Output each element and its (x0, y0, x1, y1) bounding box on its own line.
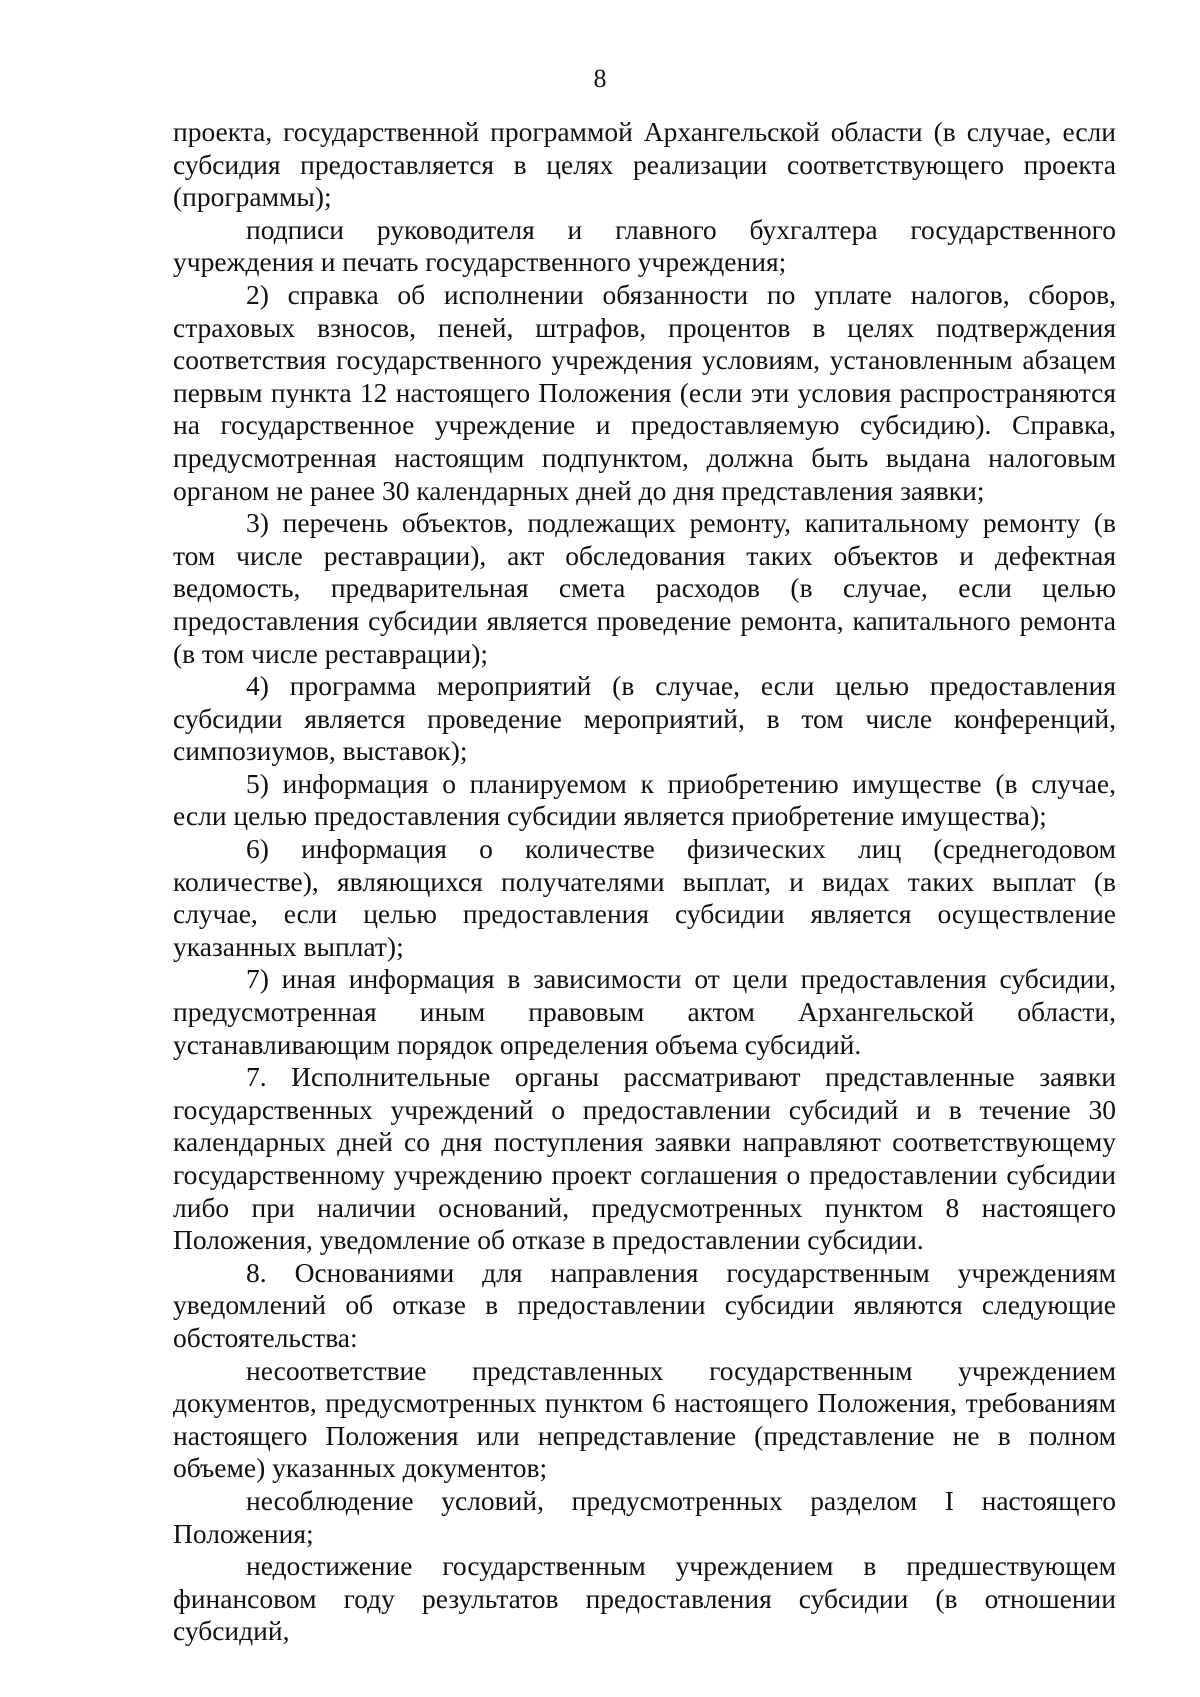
paragraph: несоответствие представленных государственным учреждением документов, предусмотренных пунктом 6 настоящего Положения, требованиям настоящего Положения или непредставление (представление не в полном объеме) указанных документов; (173, 1354, 1116, 1484)
paragraph: несоблюдение условий, предусмотренных разделом I настоящего Положения; (173, 1484, 1116, 1549)
paragraph: 7) иная информация в зависимости от цели предоставления субсидии, предусмотренная иным правовым актом Архангельской области, устанавливающим порядок определения объема субсидий. (173, 963, 1116, 1060)
paragraph: проекта, государственной программой Архангельской области (в случае, если субсидия предоставляется в целях реализации соответствующего проекта (программы); (173, 116, 1116, 213)
paragraph: 5) информация о планируемом к приобретению имуществе (в случае, если целью предоставления субсидии является приобретение имущества); (173, 767, 1116, 832)
paragraph: 7. Исполнительные органы рассматривают представленные заявки государственных учреждений о предоставлении субсидий и в течение 30 календарных дней со дня поступления заявки направляют соответствующему государственному учреждению проект соглашения о предоставлении субсидии либо при наличии оснований, предусмотренных пунктом 8 настоящего Положения, уведомление об отказе в предоставлении субсидии. (173, 1061, 1116, 1256)
paragraph: недостижение государственным учреждением в предшествующем финансовом году результатов предоставления субсидии (в отношении субсидий, (173, 1550, 1116, 1647)
paragraph: подписи руководителя и главного бухгалтера государственного учреждения и печать государственного учреждения; (173, 213, 1116, 278)
paragraph: 3) перечень объектов, подлежащих ремонту, капитальному ремонту (в том числе реставрации), акт обследования таких объектов и дефектная ведомость, предварительная смета расходов (в случае, если целью предоставления субсидии является проведение ремонта, капитального ремонта (в том числе реставрации); (173, 507, 1116, 669)
paragraph: 6) информация о количестве физических лиц (среднегодовом количестве), являющихся получателями выплат, и видах таких выплат (в случае, если целью предоставления субсидии является осуществление указанных выплат); (173, 833, 1116, 962)
paragraph: 4) программа мероприятий (в случае, если целью предоставления субсидии является проведение мероприятий, в том числе конференций, симпозиумов, выставок); (173, 670, 1116, 767)
page-number: 8 (593, 64, 607, 93)
paragraph: 2) справка об исполнении обязанности по уплате налогов, сборов, страховых взносов, пеней, штрафов, процентов в целях подтверждения соответствия государственного учреждения условиям, установленным абзацем первым пункта 12 настоящего Положения (если эти условия распространяются на государственное учреждение и предоставляемую субсидию). Справка, предусмотренная настоящим подпунктом, должна быть выдана налоговым органом не ранее 30 календарных дней до дня представления заявки; (173, 278, 1116, 506)
document-body (173, 116, 1116, 1648)
paragraph: 8. Основаниями для направления государственным учреждениям уведомлений об отказе в предоставлении субсидии являются следующие обстоятельства: (173, 1256, 1116, 1353)
